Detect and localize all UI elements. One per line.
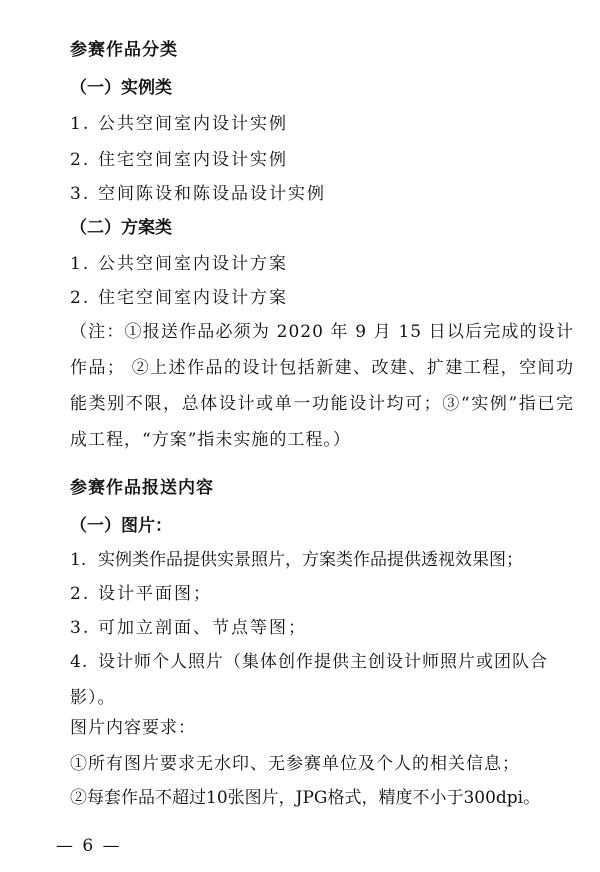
list-item-text: 设计师个人照片（集体创作提供主创设计师照片或团队合影）。 <box>70 652 548 708</box>
section-title-submission: 参赛作品报送内容 <box>70 478 214 498</box>
note-paragraph: （注：①报送作品必须为 2020 年 9 月 15 日以后完成的设计作品； ②上述作品的设计包括新建、改建、扩建工程，空间功能类别不限，总体设计或单一功能设计均可；③“实例”指已完成工程，“方案”指未实施的工程。） <box>70 322 574 450</box>
list-item-number: 2. <box>70 150 91 170</box>
requirement-item: ②每套作品不超过10张图片，JPG格式，精度不小于300dpi。 <box>70 788 541 808</box>
list-item-number: 4. <box>70 652 89 672</box>
list-item-text: 住宅空间室内设计实例 <box>98 150 288 170</box>
page-number: — 6 — <box>56 836 122 856</box>
list-item-number: 2. <box>70 584 91 604</box>
list-item-text: 可加立剖面、节点等图； <box>98 618 307 638</box>
list-item-number: 1. <box>70 550 87 570</box>
requirements-title: 图片内容要求： <box>70 718 196 738</box>
list-item-number: 3. <box>70 618 91 638</box>
list-item-text: 住宅空间室内设计方案 <box>98 288 288 308</box>
list-item-number: 3. <box>70 184 91 204</box>
list-item-number: 1. <box>70 254 91 274</box>
list-item-text: 空间陈设和陈设品设计实例 <box>98 184 326 204</box>
list-item-number: 2. <box>70 288 91 308</box>
list-item-text: 公共空间室内设计方案 <box>98 254 288 274</box>
list-item <box>70 114 288 134</box>
group-title-images: （一）图片： <box>70 516 172 536</box>
requirement-item: ①所有图片要求无水印、无参赛单位及个人的相关信息； <box>70 754 520 774</box>
group-title-examples: （一）实例类 <box>70 78 172 98</box>
list-item <box>70 584 212 604</box>
list-item-text: 设计平面图； <box>98 584 212 604</box>
list-item <box>70 550 523 570</box>
list-item-text: 实例类作品提供实景照片，方案类作品提供透视效果图； <box>98 550 523 570</box>
list-item <box>70 150 288 170</box>
group-title-proposals: （二）方案类 <box>70 218 172 238</box>
section-title-categories: 参赛作品分类 <box>70 40 178 60</box>
list-item <box>70 288 288 308</box>
list-item <box>70 618 307 638</box>
list-item <box>70 254 288 274</box>
list-item-number: 1. <box>70 114 91 134</box>
list-item <box>70 644 570 716</box>
list-item-text: 公共空间室内设计实例 <box>98 114 288 134</box>
list-item <box>70 184 326 204</box>
